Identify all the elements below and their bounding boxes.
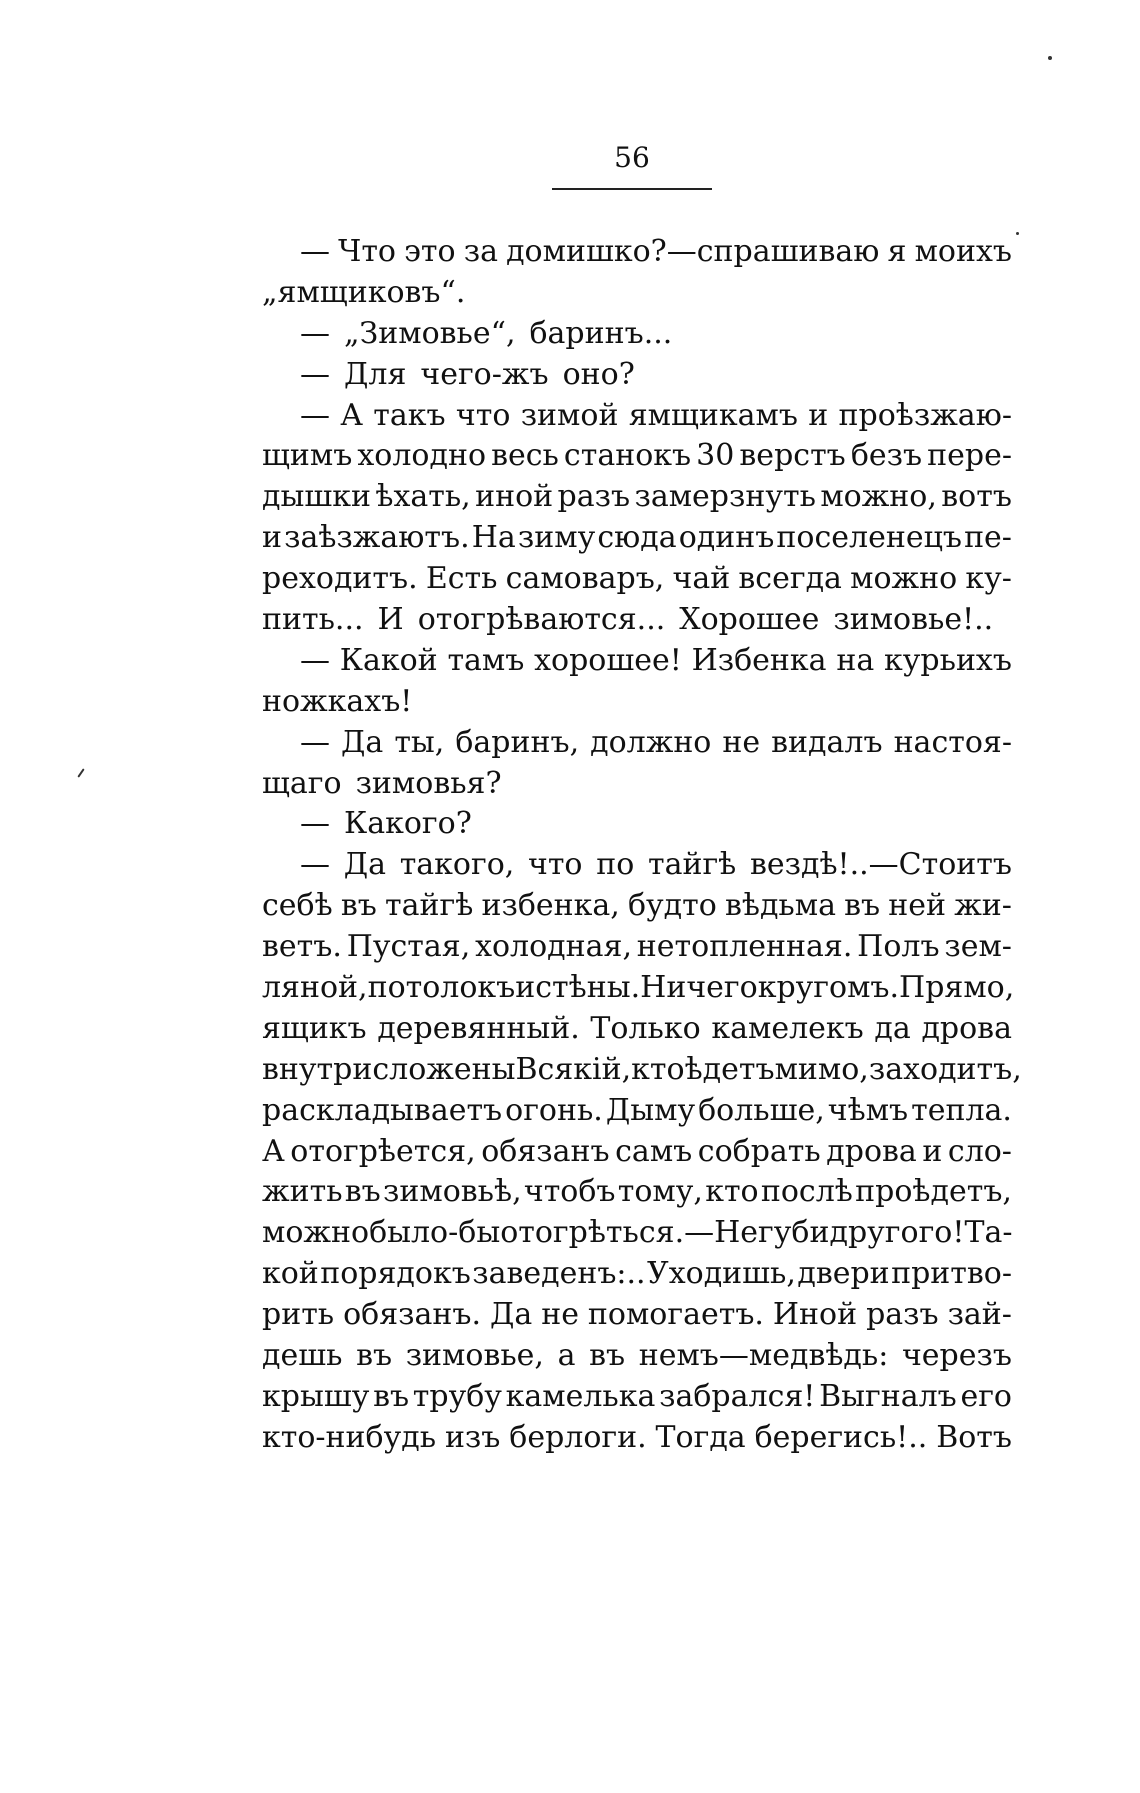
text-word: не: [722, 724, 761, 760]
text-word: Всякій,: [515, 1051, 632, 1087]
text-word: одинъ: [678, 520, 775, 556]
text-word: и: [262, 520, 282, 556]
text-word: стѣны.: [535, 970, 641, 1006]
text-word: —: [300, 234, 330, 269]
text-word: потолокъ: [367, 970, 516, 1006]
text-word: Для: [344, 356, 407, 392]
text-word: баринъ,: [455, 724, 580, 760]
text-word: кто: [631, 1051, 685, 1087]
text-word: не: [541, 1297, 579, 1333]
text-word: зимовье,: [405, 1338, 544, 1374]
scan-speck: [1016, 232, 1019, 235]
text-word: я: [887, 234, 907, 269]
text-word: —: [300, 397, 330, 433]
text-word: чего-жъ: [420, 356, 549, 392]
text-word: зем-: [944, 929, 1012, 965]
text-line: [262, 968, 1015, 1009]
text-word: проѣзжаю-: [838, 397, 1012, 433]
text-word: жить: [262, 1174, 343, 1210]
text-word: вѣдьма: [724, 888, 836, 924]
text-word: ку-: [965, 561, 1012, 597]
text-word: что: [528, 847, 583, 883]
text-word: раскладываетъ: [262, 1092, 503, 1128]
text-word: Прямо,: [899, 970, 1015, 1006]
text-word: „Зимовье“,: [344, 315, 516, 351]
text-line: [262, 1009, 1012, 1050]
text-word: внутри: [262, 1051, 373, 1087]
text-word: —: [300, 806, 330, 842]
text-word: должно: [590, 724, 712, 760]
text-word: тамъ: [447, 642, 525, 678]
text-word: ней: [888, 888, 947, 924]
text-line: [262, 355, 1012, 396]
text-word: зимовьѣ,: [383, 1174, 522, 1210]
text-word: Да: [341, 724, 384, 760]
text-word: станокъ: [563, 438, 692, 474]
text-line: [262, 1213, 1012, 1254]
text-word: кто: [705, 1174, 759, 1210]
text-word: Полъ: [857, 929, 940, 965]
body-text: [262, 232, 1022, 1459]
text-word: пере-: [927, 438, 1012, 474]
text-word: А: [340, 397, 364, 433]
text-line: [262, 1295, 1012, 1336]
text-word: самъ: [615, 1133, 693, 1169]
text-word: —: [300, 315, 330, 351]
text-word: чѣмъ: [827, 1092, 909, 1128]
text-word: вотъ: [941, 479, 1012, 515]
text-word: можно,: [820, 479, 937, 515]
text-word: щаго: [262, 765, 342, 801]
text-line: [262, 1050, 1022, 1091]
text-word: ямщикамъ: [628, 397, 798, 433]
text-line: [262, 1418, 1012, 1459]
text-word: —: [300, 847, 330, 883]
page-number: 56: [614, 141, 650, 174]
text-line: [262, 1172, 1012, 1213]
text-word: на: [836, 642, 875, 678]
text-word: А: [262, 1133, 285, 1169]
text-word: На: [471, 520, 516, 556]
text-word: въ: [589, 1338, 626, 1374]
text-word: весь: [491, 438, 559, 474]
text-line: [262, 804, 1012, 845]
text-word: въ: [373, 1378, 410, 1414]
text-word: забрался!: [659, 1378, 816, 1414]
text-word: берегись!..: [754, 1419, 928, 1455]
text-word: чтобъ: [523, 1174, 616, 1210]
text-word: ножкахъ!: [262, 683, 413, 719]
text-line: [262, 845, 1012, 886]
text-word: ѣхать,: [375, 479, 471, 515]
text-word: и: [922, 1133, 943, 1169]
text-word: черезъ: [901, 1338, 1012, 1374]
text-word: притво-: [891, 1256, 1012, 1292]
text-word: ѣдетъ: [684, 1051, 775, 1087]
text-word: немъ—медвѣдь:: [638, 1338, 889, 1374]
text-word: а: [557, 1338, 576, 1374]
text-word: камелька: [505, 1378, 656, 1414]
text-word: Та-: [964, 1215, 1013, 1251]
text-word: реходитъ.: [262, 561, 418, 597]
text-word: Ничего: [640, 970, 758, 1006]
text-line: [262, 682, 1012, 723]
text-word: сложены: [372, 1051, 516, 1087]
text-line: [262, 1336, 1012, 1377]
text-word: поселенецъ: [776, 520, 962, 556]
text-word: —: [300, 356, 330, 392]
text-word: курьихъ: [884, 642, 1012, 678]
text-word: Есть: [425, 561, 498, 597]
text-word: тайгѣ: [647, 847, 737, 883]
text-word: Какого?: [344, 806, 472, 842]
text-word: сло-: [947, 1133, 1012, 1169]
text-word: ветъ.: [262, 929, 342, 965]
text-word: холодно: [357, 438, 487, 474]
text-word: камелекъ: [711, 1010, 864, 1046]
text-word: другого!: [829, 1215, 965, 1251]
text-word: самоваръ,: [505, 561, 665, 597]
text-word: въ: [344, 1174, 381, 1210]
text-word: Пустая,: [346, 929, 471, 965]
text-word: сюда: [597, 520, 677, 556]
text-word: и: [808, 397, 829, 433]
text-word: двери: [797, 1256, 890, 1292]
text-word: баринъ...: [529, 315, 673, 351]
text-word: видалъ: [771, 724, 883, 760]
text-word: хорошее!: [534, 642, 682, 678]
text-word: дрова: [826, 1133, 917, 1169]
text-word: —: [300, 642, 330, 678]
text-word: „ямщиковъ“.: [262, 274, 466, 310]
text-word: по: [596, 847, 635, 883]
text-word: отогрѣваются...: [417, 602, 666, 638]
text-word: Вотъ: [936, 1419, 1012, 1455]
text-word: вездѣ!..—Стоитъ: [749, 847, 1012, 883]
text-word: разъ: [557, 479, 631, 515]
text-word: избенка,: [481, 888, 620, 924]
text-word: оно?: [562, 356, 635, 392]
text-line: [262, 559, 1012, 600]
text-word: берлоги.: [509, 1419, 647, 1455]
text-word: кругомъ.: [757, 970, 900, 1006]
text-word: пить...: [262, 602, 364, 638]
text-word: порядокъ: [320, 1256, 471, 1292]
text-word: огонь.: [505, 1092, 603, 1128]
text-word: 30: [696, 438, 735, 474]
text-line: [262, 396, 1012, 437]
text-word: зимой: [520, 397, 619, 433]
text-line: [262, 436, 1012, 477]
text-word: послѣ: [760, 1174, 853, 1210]
text-word: рить: [262, 1297, 335, 1333]
text-line: [262, 1091, 1012, 1132]
text-word: замерзнуть: [634, 479, 816, 515]
text-word: трубу: [412, 1378, 502, 1414]
text-word: въ: [340, 888, 377, 924]
text-word: это: [404, 234, 456, 269]
text-word: такъ: [373, 397, 446, 433]
text-word: безъ: [850, 438, 923, 474]
text-word: губи: [758, 1215, 830, 1251]
text-word: и: [515, 970, 536, 1006]
text-word: обязанъ: [481, 1133, 610, 1169]
text-line: [262, 764, 1012, 805]
text-line: [262, 641, 1012, 682]
header-rule: [552, 188, 712, 190]
text-word: ляной,: [262, 970, 368, 1006]
text-word: помогаетъ.: [587, 1297, 764, 1333]
text-line: [262, 1254, 1012, 1295]
text-word: зимовья?: [355, 765, 502, 801]
text-word: заходитъ,: [868, 1051, 1022, 1087]
text-line: [262, 518, 1012, 559]
text-word: моихъ: [914, 234, 1012, 269]
text-word: обязанъ.: [343, 1297, 482, 1333]
text-word: Дыму: [605, 1092, 696, 1128]
text-word: крышу: [262, 1378, 370, 1414]
text-line: [262, 723, 1012, 764]
text-word: кой: [262, 1256, 319, 1292]
text-word: верстъ: [739, 438, 846, 474]
text-word: Выгналъ: [819, 1378, 957, 1414]
text-word: мимо,: [774, 1051, 869, 1087]
text-word: И: [377, 602, 404, 638]
text-word: въ: [844, 888, 881, 924]
text-line: [262, 927, 1012, 968]
text-word: —: [300, 724, 330, 760]
text-word: тайгѣ: [385, 888, 474, 924]
text-word: щимъ: [262, 438, 353, 474]
text-word: больше,: [698, 1092, 825, 1128]
text-word: тому,: [617, 1174, 703, 1210]
text-word: въ: [356, 1338, 393, 1374]
text-word: можно: [262, 1215, 370, 1251]
text-word: ящикъ: [262, 1010, 367, 1046]
text-word: дрова: [921, 1010, 1012, 1046]
text-word: чай: [672, 561, 731, 597]
text-word: Только: [590, 1010, 701, 1046]
text-word: нетопленная.: [636, 929, 853, 965]
text-word: холодная,: [475, 929, 632, 965]
text-word: иной: [475, 479, 554, 515]
text-word: Уходишь,: [647, 1256, 796, 1292]
text-word: тепла.: [911, 1092, 1012, 1128]
text-line: [262, 314, 1012, 355]
text-word: его: [960, 1378, 1012, 1414]
text-word: Да: [343, 847, 386, 883]
text-word: зиму: [517, 520, 596, 556]
text-word: отогрѣется,: [290, 1133, 476, 1169]
scan-speck: [1048, 56, 1052, 60]
text-word: настоя-: [893, 724, 1012, 760]
text-word: что: [455, 397, 511, 433]
text-line: [262, 1377, 1012, 1418]
text-word: кто-нибудь: [262, 1419, 437, 1455]
text-word: Избенка: [691, 642, 827, 678]
text-word: изъ: [444, 1419, 501, 1455]
text-word: домишко?—спрашиваю: [506, 234, 880, 269]
text-word: отогрѣться.—Не: [500, 1215, 759, 1251]
text-word: пе-: [964, 520, 1012, 556]
text-word: Да: [489, 1297, 533, 1333]
text-word: дешь: [262, 1338, 343, 1374]
text-word: ты,: [394, 724, 445, 760]
text-word: разъ: [866, 1297, 939, 1333]
text-line: [262, 477, 1012, 518]
scan-speck: [77, 768, 84, 777]
text-word: заведенъ:..: [472, 1256, 646, 1292]
text-word: Какой: [339, 642, 438, 678]
text-word: за: [463, 234, 498, 269]
text-word: Тогда: [655, 1419, 746, 1455]
text-word: Иной: [772, 1297, 858, 1333]
text-word: можно: [850, 561, 958, 597]
text-word: жи-: [954, 888, 1012, 924]
text-word: проѣдетъ,: [855, 1174, 1012, 1210]
text-line: [262, 600, 1012, 641]
text-line: [262, 886, 1012, 927]
text-word: всегда: [738, 561, 842, 597]
text-word: деревянный.: [377, 1010, 580, 1046]
text-line: [262, 1132, 1012, 1173]
text-word: будто: [627, 888, 717, 924]
text-line: [262, 232, 1012, 273]
text-word: было-бы: [369, 1215, 501, 1251]
text-word: собрать: [697, 1133, 821, 1169]
text-word: зай-: [947, 1297, 1012, 1333]
text-word: дышки: [262, 479, 371, 515]
text-word: да: [874, 1010, 911, 1046]
text-word: Что: [338, 234, 396, 269]
text-word: себѣ: [262, 888, 333, 924]
text-line: [262, 273, 1012, 314]
text-word: заѣзжаютъ.: [284, 520, 470, 556]
text-word: Хорошее: [679, 602, 820, 638]
text-word: такого,: [399, 847, 515, 883]
text-word: зимовье!..: [833, 602, 994, 638]
